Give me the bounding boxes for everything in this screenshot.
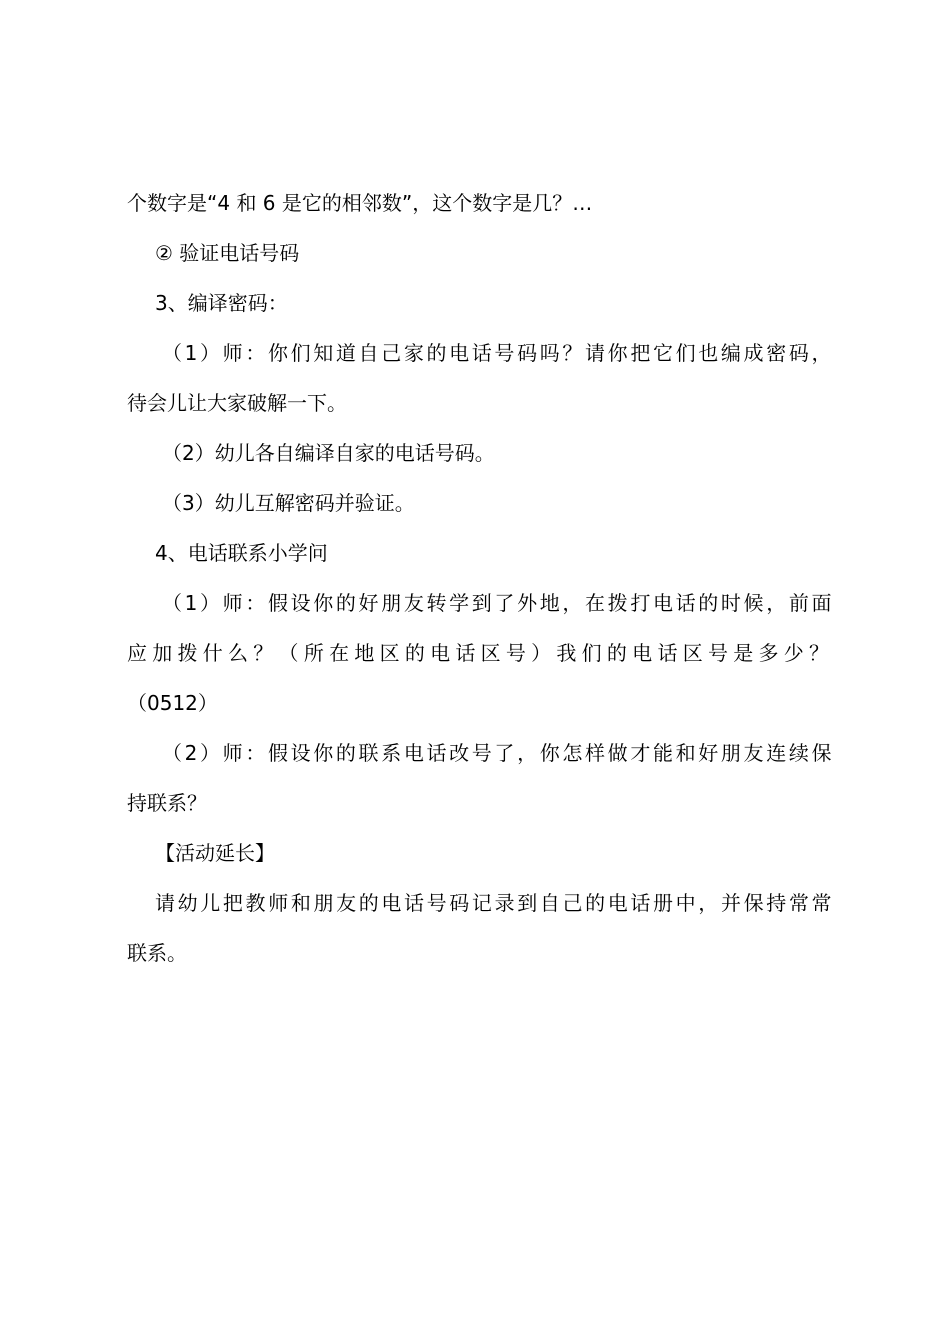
section-heading-activity-extension: 【活动延长】 [155,841,275,865]
step-teacher-question-number-change: （2）师：假设你的联系电话改号了，你怎样做才能和好朋友连续保 [162,741,832,765]
step-children-encode: （2）幼儿各自编译自家的电话号码。 [162,441,495,465]
document-body [127,178,832,978]
step-teacher-question-area-code: （1）师：假设你的好朋友转学到了外地，在拨打电话的时候，前面 [162,591,832,615]
step-teacher-question-1-continuation: 待会儿让大家破解一下。 [127,391,347,415]
area-code-answer: （0512） [127,691,218,715]
section-heading-phone-knowledge: 4、电话联系小学问 [155,541,328,565]
step-children-decode: （3）幼儿互解密码并验证。 [162,491,415,515]
activity-extension-text: 请幼儿把教师和朋友的电话号码记录到自己的电话册中，并保持常常 [155,891,832,915]
step-teacher-question-1: （1）师：你们知道自己家的电话号码吗？请你把它们也编成密码， [162,341,832,365]
paragraph-line-continuation: 个数字是“4 和 6 是它的相邻数”，这个数字是几？… [127,191,593,215]
step-verify-phone-number: ② 验证电话号码 [155,241,300,265]
step-teacher-question-number-change-continuation: 持联系？ [127,791,207,815]
section-heading-decode-password: 3、编译密码： [155,291,288,315]
activity-extension-text-continuation: 联系。 [127,941,187,965]
step-teacher-question-area-code-continuation: 应加拨什么？（所在地区的电话区号）我们的电话区号是多少？ [127,641,832,665]
